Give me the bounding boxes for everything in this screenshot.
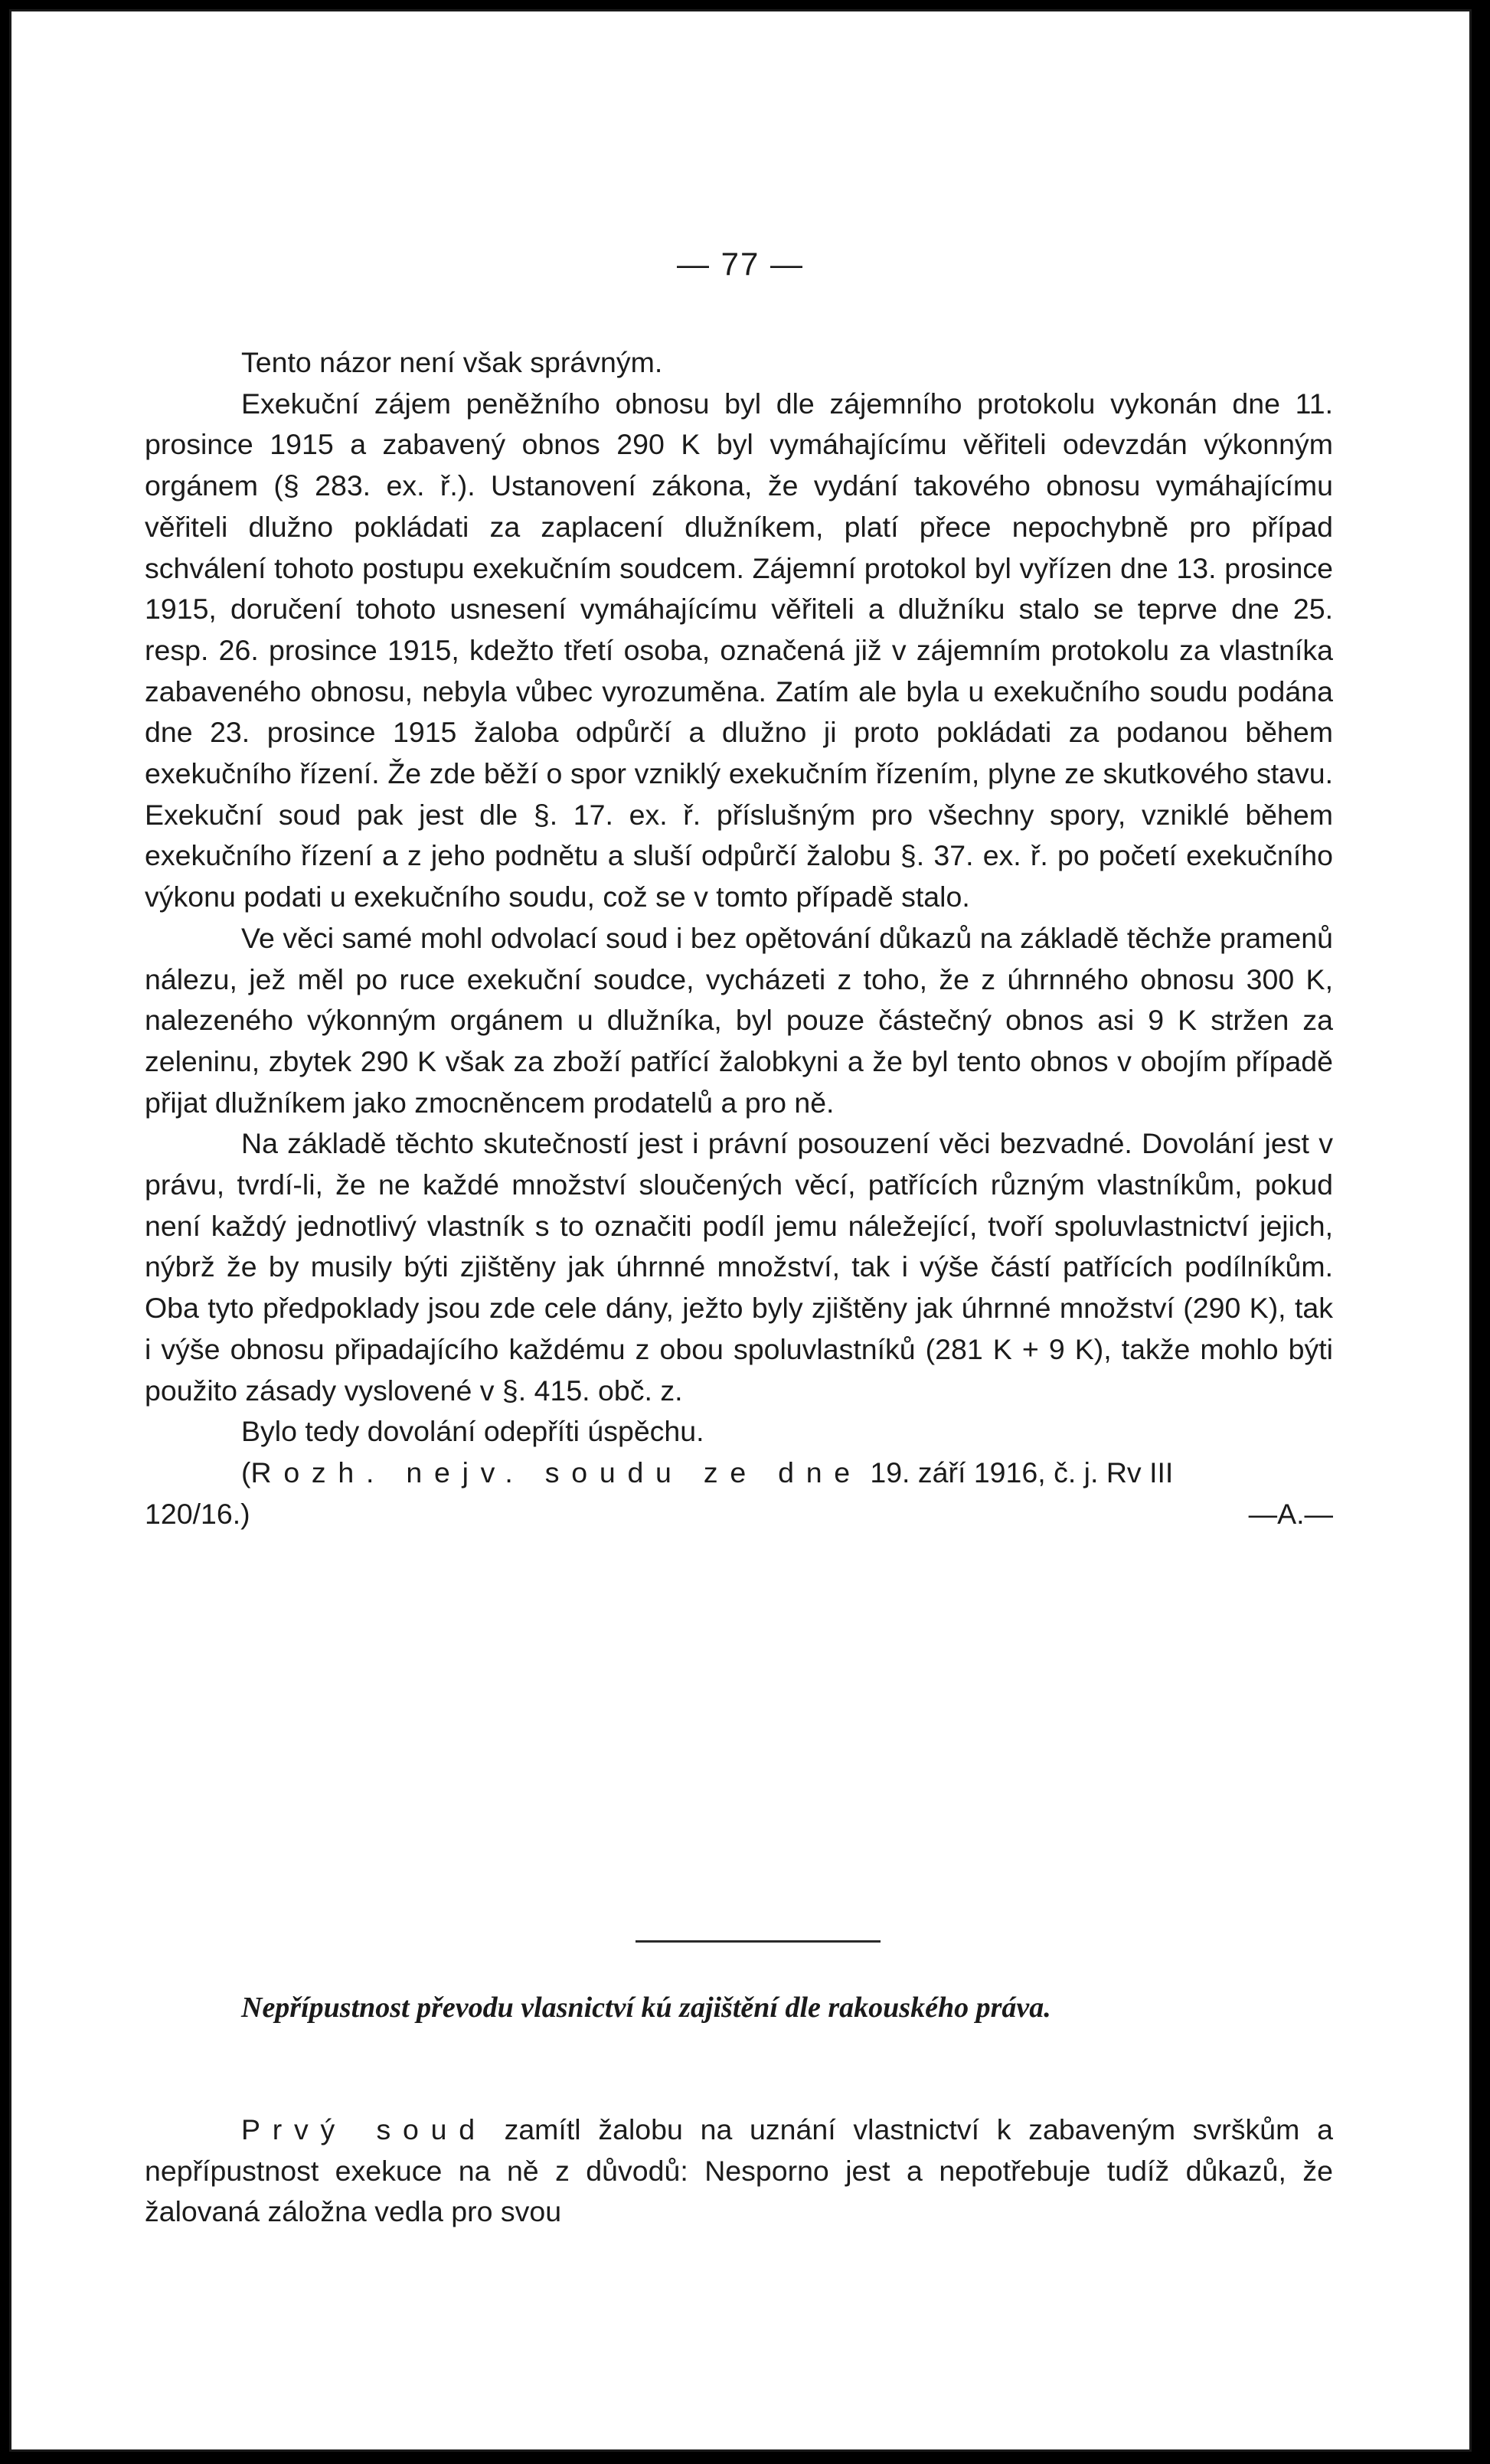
signature-line	[145, 1494, 1333, 1535]
citation-date: 19. září 1916, č. j. Rv III	[870, 1456, 1174, 1489]
page-number: — 77 —	[676, 246, 805, 282]
lead-word: Prvý soud	[241, 2113, 487, 2145]
section-text	[145, 2109, 1333, 2233]
section-heading-block	[145, 1987, 1333, 2028]
citation-open-paren: (	[241, 1456, 251, 1489]
paragraph: Na základě těchto skutečností jest i právní posouzení věci bezvadné. Dovolání jest v právu, tvrdí-li, že ne každé množství sloučených věcí, patřících různým vlastníkům, pokud není každý jednotlivý vlastník s to označiti podíl jemu náležející, tvoří spoluvlastnictví jejich, nýbrž že by musily býti zjištěny jak úhrnné množství, tak i výše částí patřících podílníkům. Oba tyto předpoklady jsou zde cele dány, ježto byly zjištěny jak úhrnné množství (290 K), tak i výše obnosu připadajícího každému z obou spoluvlastníků (281 K + 9 K), takže mohlo býti použito zásady vyslovené v §. 415. obč. z.	[145, 1127, 1333, 1407]
paragraph	[145, 2109, 1333, 2233]
citation-line	[145, 1453, 1333, 1494]
section-heading: Nepřípustnost převodu vlasnictví kú zajištění dle rakouského práva.	[241, 1992, 1051, 2024]
paragraph-rest: zamítl žalobu na uznání vlastnictví k zabaveným svrškům a nepřípustnost exekuce na ně z důvodů: Nesporno jest a nepotřebuje tudíž důkazů, že žalovaná záložna vedla pro svou	[145, 2113, 1333, 2228]
citation-number: 120/16.)	[145, 1497, 250, 1530]
paragraph: Exekuční zájem peněžního obnosu byl dle zájemního protokolu vykonán dne 11. prosince 1915 a zabavený obnos 290 K byl vymáhajícímu věřiteli odevzdán výkonným orgánem (§ 283. ex. ř.). Ustanovení zákona, že vydání takového obnosu vymáhajícímu věřiteli dlužno pokládati za zaplacení dlužníkem, platí přece nepochybně pro případ schválení tohoto postupu exekučním soudcem. Zájemní protokol byl vyřízen dne 13. prosince 1915, doručení tohoto usnesení vymáhajícímu věřiteli a dlužníku stalo se teprve dne 25. resp. 26. prosince 1915, kdežto třetí osoba, označená již v zájemním protokolu za vlastníka zabaveného obnosu, nebyla vůbec vyrozuměna. Zatím ale byla u exekučního soudu podána dne 23. prosince 1915 žaloba odpůrčí a dlužno ji proto pokládati za podanou během exekučního řízení. Že zde běží o spor vzniklý exekučním řízením, plyne ze skutkového stavu. Exekuční soud pak jest dle §. 17. ex. ř. příslušným pro všechny spory, vzniklé během exekučního řízení a z jeho podnětu a sluší odpůrčí žalobu §. 37. ex. ř. po početí exekučního výkonu podati u exekučního soudu, což se v tomto případě stalo.	[145, 387, 1333, 913]
paragraph: Tento názor není však správným.	[241, 346, 663, 378]
document-page	[9, 9, 1472, 2452]
paragraph: Bylo tedy dovolání odepříti úspěchu.	[241, 1415, 704, 1448]
citation-court: Rozh. nejv. soudu ze dne	[250, 1456, 862, 1489]
paragraph: Ve věci samé mohl odvolací soud i bez opětování důkazů na základě těchže pramenů nálezu, jež měl po ruce exekuční soudce, vycházeti z toho, že z úhrnného obnosu 300 K, nalezeného výkonným orgánem u dlužníka, byl pouze částečný obnos asi 9 K stržen za zeleninu, zbytek 290 K však za zboží patřící žalobkyni a že byl tento obnos v obojím případě přijat dlužníkem jako zmocněncem prodatelů a pro ně.	[145, 921, 1333, 1119]
section-divider	[636, 1940, 881, 1943]
decision-text	[145, 342, 1333, 1534]
signature: —A.—	[1248, 1497, 1333, 1530]
